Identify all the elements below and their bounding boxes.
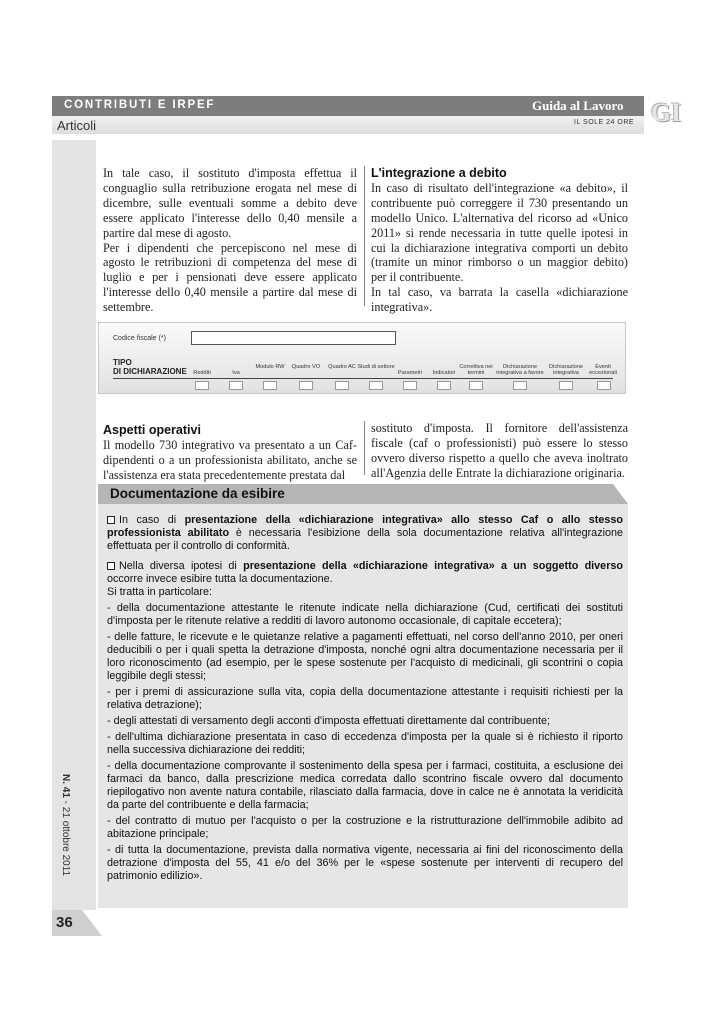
doc-item-text: è necessaria l'esibizione della sola documentazione relativa all'integrazione effettuata per il controllo di conformità. xyxy=(107,527,624,552)
doc-item-subtitle: Si tratta in particolare: xyxy=(107,586,213,598)
doc-bullet: - degli attestati di versamento degli acconti d'imposta effettuati direttamente dal contribuente; xyxy=(107,715,550,727)
form-column-label: Quadro AC xyxy=(328,364,356,370)
form-checkbox xyxy=(229,381,243,390)
doc-bullet: - dell'ultima dichiarazione presentata in caso di eccedenza d'imposta per la quale si è richiesto il riporto nella successiva dichiarazione dei redditi; xyxy=(107,731,623,756)
form-checkbox xyxy=(513,381,527,390)
text-column-1 xyxy=(103,166,357,315)
tipo-dichiarazione-label xyxy=(113,358,187,376)
doc-bullet: - della documentazione comprovante il sostenimento della spesa per i farmaci, costituita, a esclusione dei farmaci da banco, dalla prescrizione medica corredata dallo scontrino fiscale ovvero dal documento riepilogativo non avente natura contabile, rilasciato dalla farmacia, dove in calce ne è annotata la veridicità da parte del contribuente e della farmacia; xyxy=(107,760,623,811)
form-column-label: Studi di settore xyxy=(357,364,395,370)
codice-fiscale-label: Codice fiscale (*) xyxy=(113,335,166,342)
form-column-label: Indicatori xyxy=(432,370,456,376)
form-column-label: Eventi eccezionali xyxy=(589,364,617,377)
paragraph: Per i dipendenti che percepiscono nel mese di agosto le retribuzioni di competenza del mese di luglio e per i pensionati deve essere applicato l'interesse dello 0,40 mensile a partire dal mese di settembre. xyxy=(103,240,357,315)
issue-number: N. 41 xyxy=(60,774,71,798)
form-checkbox xyxy=(469,381,483,390)
form-checkbox xyxy=(559,381,573,390)
tipo-label-line-2: DI DICHIARAZIONE xyxy=(113,367,187,376)
form-checkbox xyxy=(335,381,349,390)
issue-date: 21 ottobre 2011 xyxy=(60,806,71,877)
doc-bullet: - del contratto di mutuo per l'acquisto o per la costruzione e la ristrutturazione dell'immobile adibito ad abitazione principale; xyxy=(107,815,623,840)
paragraph: In caso di risultato dell'integrazione «a debito», il contribuente può correggere il 730 presentando un modello Unico. L'alternativa del ricorso ad «Unico 2011» si rende necessaria in tutte quelle ipotesi in cui la dichiarazione integrativa comporti un debito (tramite un minor rimborso o un maggior debito) per il contribuente. xyxy=(371,180,628,285)
form-excerpt xyxy=(98,322,626,394)
paragraph: In tal caso, va barrata la casella «dichiarazione integrativa». xyxy=(371,285,628,315)
checkbox-icon xyxy=(107,562,115,570)
doc-bullet: - per i premi di assicurazione sulla vita, copia della documentazione attestante i requisiti richiesti per la relativa detrazione); xyxy=(107,686,623,711)
text-column-4 xyxy=(371,421,628,481)
form-column-label: Dichiarazione integrativa xyxy=(549,364,583,377)
documentation-title: Documentazione da esibire xyxy=(110,486,285,501)
form-column-label: Modulo RW xyxy=(255,364,285,370)
form-column-label: Parametri xyxy=(397,370,423,376)
doc-item-emphasis: presentazione della «dichiarazione integrativa» allo stesso Caf o allo stesso professionista abilitato xyxy=(107,514,624,539)
section-title: CONTRIBUTI E IRPEF xyxy=(64,99,216,111)
doc-bullet: - delle fatture, le ricevute e le quietanze relative a pagamenti effettuati, nel corso dell'anno 2010, per oneri deducibili o per i quali spetta la detrazione d'imposta, nonché ogni altra documentazione necessaria per il loro riconoscimento (ad esempio, per le spese sostenute per l'acquisto di medicinali, gli scontrini o copia leggibile degli stessi; xyxy=(107,631,623,682)
form-checkbox xyxy=(403,381,417,390)
form-checkbox xyxy=(263,381,277,390)
doc-item-text: In caso di xyxy=(119,514,185,526)
form-column-label: Correttiva nei termini xyxy=(459,364,493,377)
form-checkbox xyxy=(195,381,209,390)
documentation-text xyxy=(107,514,623,886)
page-number-tab xyxy=(52,910,102,936)
text-column-3 xyxy=(103,423,357,483)
text-column-2 xyxy=(371,166,628,315)
brand-logo-icon: GI xyxy=(650,98,682,127)
header-bottom-band xyxy=(52,116,644,134)
form-column-label: Quadro VO xyxy=(291,364,321,370)
doc-item-text: occorre invece esibire tutta la documentazione. xyxy=(107,573,333,585)
column-divider xyxy=(364,421,365,475)
paragraph: sostituto d'imposta. Il fornitore dell'assistenza fiscale (caf o professionisti) può essere lo stesso ovvero diverso rispetto a quello che aveva inoltrato all'Agenzia delle Entrate la dichiarazione originaria. xyxy=(371,421,628,480)
form-column-label: Redditi xyxy=(193,370,211,376)
issue-info: N. 41 - 21 ottobre 2011 xyxy=(60,774,71,877)
subsection-title: Articoli xyxy=(57,118,97,133)
checkbox-icon xyxy=(107,516,115,524)
paragraph: In tale caso, il sostituto d'imposta effettua il conguaglio sulla retribuzione erogata nel mese di dicembre, sulle eventuali somme a debito deve essere applicato l'interesse dello 0,40 mensile a partire dal mese di agosto. xyxy=(103,166,357,240)
section-heading: Aspetti operativi xyxy=(103,423,201,437)
column-divider xyxy=(364,166,365,306)
section-heading: L'integrazione a debito xyxy=(371,166,507,180)
form-rule xyxy=(113,378,613,379)
publisher-name: IL SOLE 24 ORE xyxy=(574,119,635,126)
form-checkbox xyxy=(369,381,383,390)
paragraph: Il modello 730 integrativo va presentato a un Caf-dipendenti o a un professionista abilitato, anche se l'assistenza era stata precedentemente prestata dal xyxy=(103,437,357,482)
doc-item-emphasis: presentazione della «dichiarazione integrativa» a un soggetto diverso xyxy=(243,560,623,572)
form-column-label: Dichiarazione integrativa a favore xyxy=(496,364,544,377)
doc-item xyxy=(107,514,623,553)
codice-fiscale-field xyxy=(191,331,396,345)
form-checkbox xyxy=(597,381,611,390)
page-number: 36 xyxy=(56,914,73,931)
form-checkbox xyxy=(437,381,451,390)
doc-item-text: Nella diversa ipotesi di xyxy=(119,560,244,572)
doc-bullet: - di tutta la documentazione, prevista dalla normativa vigente, necessaria ai fini del riconoscimento della detrazione d'imposta del 55, 41 e/o del 36% per le «spese sostenute per interventi di recupero del patrimonio edilizio». xyxy=(107,844,623,882)
form-checkbox xyxy=(299,381,313,390)
doc-item xyxy=(107,560,623,599)
form-column-label: Iva xyxy=(232,370,240,376)
doc-bullet: - della documentazione attestante le ritenute indicate nella dichiarazione (Cud, certificati dei sostituti d'imposta per le ritenute relative a redditi di lavoro autonomo occasionale, di capitale eccetera); xyxy=(107,602,623,627)
page-header xyxy=(52,96,682,134)
tipo-label-line-1: TIPO xyxy=(113,358,132,367)
brand-name: Guida al Lavoro xyxy=(532,98,624,113)
